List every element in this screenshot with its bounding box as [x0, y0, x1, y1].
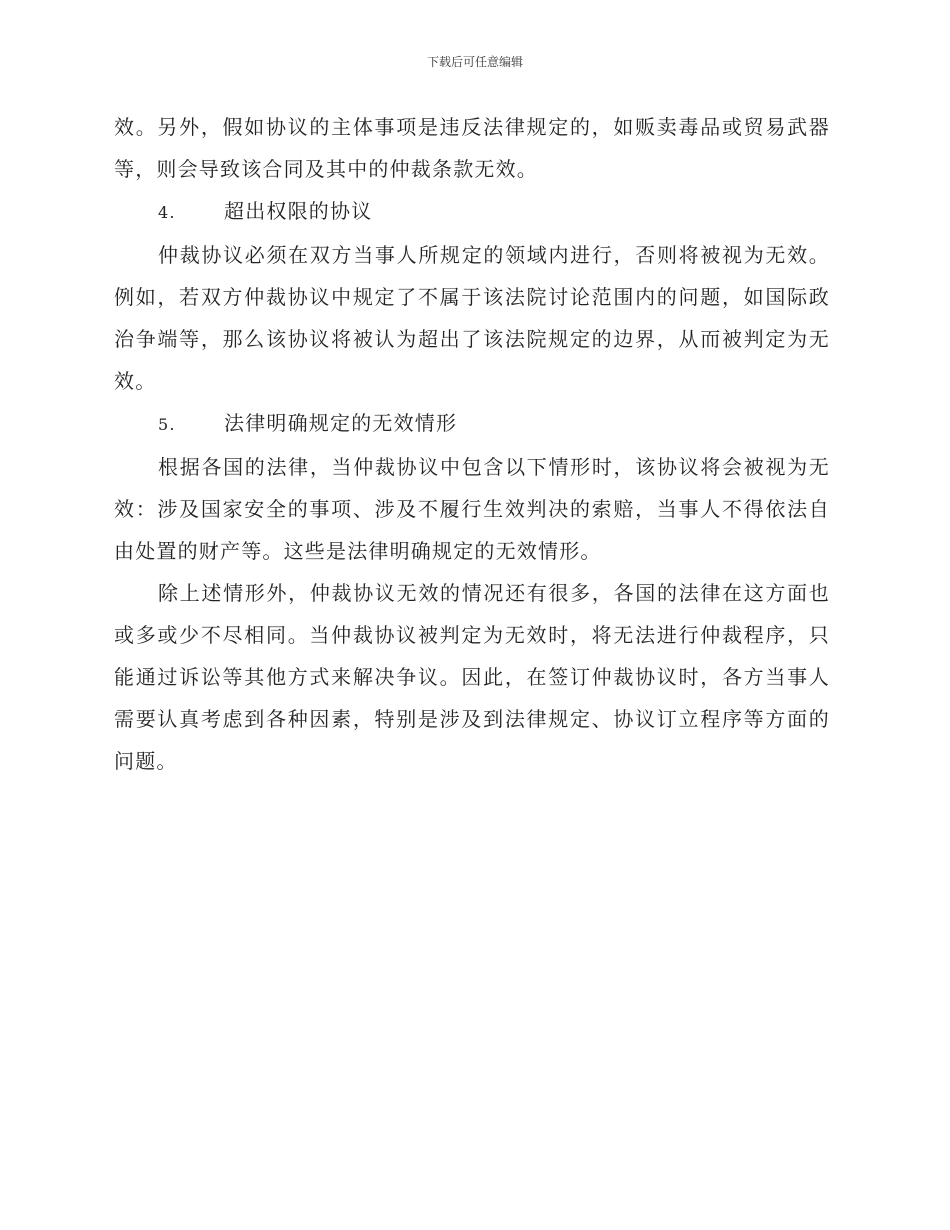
section-heading-5 [114, 402, 830, 446]
section-heading-4 [114, 190, 830, 234]
section-title: 法律明确规定的无效情形 [224, 411, 458, 435]
section-title: 超出权限的协议 [224, 199, 373, 223]
document-body [114, 106, 830, 782]
page-header: 下载后可任意编辑 [426, 55, 523, 69]
paragraph-legal-invalid-cases: 根据各国的法律，当仲裁协议中包含以下情形时，该协议将会被视为无效：涉及国家安全的事项、涉及不履行生效判决的索赔，当事人不得依法自由处置的财产等。这些是法律明确规定的无效情形。 [114, 455, 830, 563]
section-number: 4. [158, 203, 176, 222]
paragraph-continuation: 效。另外，假如协议的主体事项是违反法律规定的，如贩卖毒品或贸易武器等，则会导致该合同及其中的仲裁条款无效。 [114, 115, 830, 181]
paragraph-conclusion: 除上述情形外，仲裁协议无效的情况还有很多，各国的法律在这方面也或多或少不尽相同。当仲裁协议被判定为无效时，将无法进行仲裁程序，只能通过诉讼等其他方式来解决争议。因此，在签订仲裁协议时，各方当事人需要认真考虑到各种因素，特别是涉及到法律规定、协议订立程序等方面的问题。 [114, 581, 830, 773]
section-number: 5. [158, 415, 176, 434]
paragraph-beyond-authority: 仲裁协议必须在双方当事人所规定的领域内进行，否则将被视为无效。例如，若双方仲裁协议中规定了不属于该法院讨论范围内的问题，如国际政治争端等，那么该协议将被认为超出了该法院规定的边界，从而被判定为无效。 [114, 243, 830, 393]
